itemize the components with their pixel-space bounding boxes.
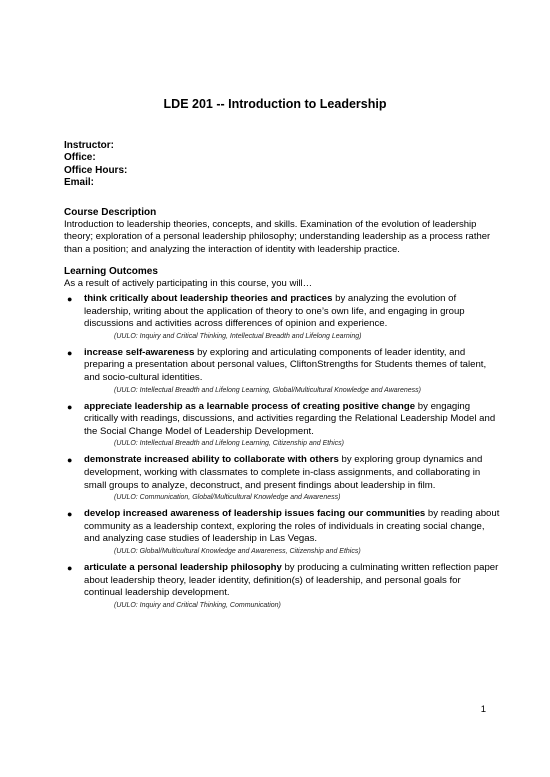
outcome-uulo: (UULO: Global/Multicultural Knowledge and Awareness, Citizenship and Ethics) bbox=[114, 547, 361, 555]
list-item bbox=[64, 347, 500, 396]
bullet-icon: ● bbox=[67, 455, 73, 466]
email-label: Email: bbox=[64, 177, 95, 189]
learning-outcomes-heading: Learning Outcomes bbox=[64, 266, 158, 277]
page-number: 1 bbox=[480, 704, 486, 715]
list-item bbox=[64, 562, 500, 611]
outcome-text: by exploring group dynamics and development, working with classmates to complete in-class assignments, and collaborating in small groups to analyze, deconstruct, and present findings about leadership in film. bbox=[84, 454, 483, 491]
outcome-bold: develop increased awareness of leadership issues facing our communities bbox=[84, 508, 426, 520]
list-item bbox=[64, 454, 500, 503]
outcome-uulo: (UULO: Communication, Global/Multicultural Knowledge and Awareness) bbox=[114, 494, 341, 502]
outcome-uulo: (UULO: Inquiry and Critical Thinking, Intellectual Breadth and Lifelong Learning) bbox=[114, 332, 362, 340]
outcome-uulo: (UULO: Intellectual Breadth and Lifelong Learning, Citizenship and Ethics) bbox=[114, 440, 344, 448]
outcome-uulo: (UULO: Inquiry and Critical Thinking, Communication) bbox=[114, 601, 281, 609]
learning-outcomes-intro: As a result of actively participating in this course, you will… bbox=[64, 278, 313, 289]
outcome-bold: increase self-awareness bbox=[84, 346, 195, 358]
outcome-bold: articulate a personal leadership philosophy bbox=[84, 561, 282, 573]
list-item bbox=[64, 293, 500, 342]
outcome-text: by producing a culminating written reflection paper about leadership theory, leader identity, definition(s) of leadership, and personal goals for continual leadership development. bbox=[84, 561, 499, 599]
outcome-text: by exploring and articulating components of leader identity, and preparing a presentation about personal values, CliftonStrengths for Students themes of talent, and socio-cultural identities. bbox=[84, 346, 487, 383]
office-label: Office: bbox=[64, 152, 96, 164]
learning-outcomes-list bbox=[64, 293, 500, 616]
course-description-heading: Course Description bbox=[64, 207, 157, 218]
outcome-uulo: (UULO: Intellectual Breadth and Lifelong Learning, Global/Multicultural Knowledge and Awareness) bbox=[114, 386, 422, 394]
instructor-label: Instructor: bbox=[64, 140, 114, 151]
bullet-icon: ● bbox=[67, 509, 73, 520]
course-info-block bbox=[64, 140, 127, 190]
outcome-bold: appreciate leadership as a learnable process of creating positive change bbox=[84, 400, 416, 412]
list-item bbox=[64, 401, 500, 450]
bullet-icon: ● bbox=[67, 401, 73, 412]
outcome-text: by engaging critically with readings, discussions, and activities regarding the Relational Leadership Model and the Social Change Model of Leadership Development. bbox=[84, 400, 496, 437]
document-title: LDE 201 -- Introduction to Leadership bbox=[163, 97, 387, 111]
outcome-bold: think critically about leadership theories and practices bbox=[84, 293, 333, 304]
bullet-icon: ● bbox=[67, 294, 73, 304]
bullet-icon: ● bbox=[67, 347, 73, 358]
outcome-bold: demonstrate increased ability to collaborate with others bbox=[84, 454, 339, 466]
office-hours-label: Office Hours: bbox=[64, 164, 128, 176]
outcome-text: by analyzing the evolution of leadership, writing about the application of theory to one’s own life, and engaging in group discussions and activities across differences of opinion and experience. bbox=[84, 293, 465, 330]
outcome-text: by reading about community as a leadership context, exploring the roles of individuals in creating social change, and analyzing case studies of leadership in Las Vegas. bbox=[84, 508, 500, 545]
list-item bbox=[64, 508, 500, 557]
course-description-text: Introduction to leadership theories, concepts, and skills. Examination of the evolution of leadership theory; exploration of a personal leadership philosophy; understanding leadership as a process rather than a position; and analyzing the interaction of identity with leadership practice. bbox=[64, 219, 491, 255]
bullet-icon: ● bbox=[67, 562, 73, 573]
